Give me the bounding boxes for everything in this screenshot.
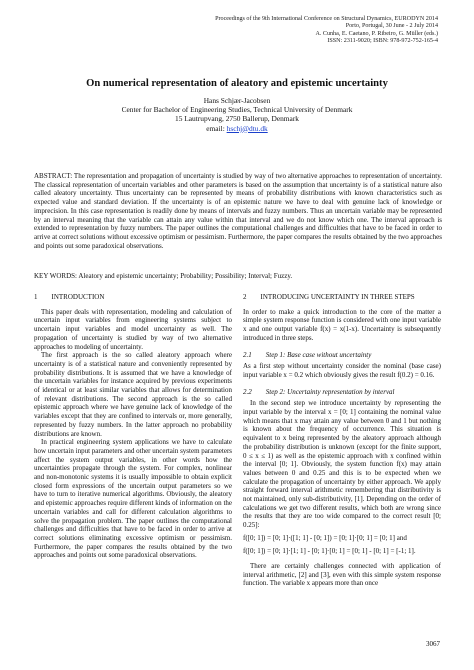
author-block — [0, 96, 474, 133]
email-label: email: — [206, 123, 225, 133]
left-column — [34, 293, 232, 560]
subsection-heading-step2: 2.2 Step 2: Uncertainty representation by interval — [243, 387, 395, 396]
proceedings-header — [158, 16, 438, 46]
section-heading-introduction: 1 INTRODUCTION — [34, 293, 105, 301]
formula-2: f([0; 1]) = [0; 1]·[1; 1] - [0; 1]·[0; 1] = [0; 1] - [0; 1] = [-1; 1]. — [243, 547, 416, 556]
header-line: Porto, Portugal, 30 June - 2 July 2014 — [345, 23, 438, 30]
step2-paragraph: In the second step we introduce uncertainty by representing the input variable by the interval x = [0; 1] containing the nominal value which means that x may attain any value between 0 and 1 but nothing is known about the frequency of occurrence. This situation is equivalent to x being represented by the aleatory approach although the probability distribution is unknown (except for the finite support, 0 ≤ x ≤ 1) as well as the epistemic approach with x confined within the interval [0; 1]. Obviously, the system function f(x) may attain values between 0 and 0.25 and this is to be expected when we calculate the propagation of uncertainty by either approach. We apply straight forward interval arithmetic remembering that distributivity is not maintained, only sub-distributivity, [1]. Depending on the order of calculations we get two different results, which both are wrong since the results that they are too wide compared to the correct result [0; 0.25]: — [243, 399, 441, 530]
intro-paragraph: This paper deals with representation, modeling and calculation of uncertain input variables from engineering systems subject to uncertain input variables and model uncertainty as well. The propagation of uncertainty is studied by way of two alternative approaches to modeling of uncertainty. — [34, 307, 232, 351]
right-column — [243, 293, 441, 588]
step1-paragraph: As a first step without uncertainty consider the nominal (base case) input variable x = 0.2 which obviously gives the result f(0.2) = 0.16. — [243, 362, 441, 379]
subsection-heading-step1: 2.1 Step 1: Base case without uncertainty — [243, 350, 372, 359]
author-affiliation: Center for Bachelor of Engineering Studies, Technical University of Denmark — [121, 105, 353, 115]
keywords: KEY WORDS: Aleatory and epistemic uncertainty; Probability; Possibility; Interval; Fuzzy. — [34, 272, 293, 280]
author-email-line — [0, 124, 474, 133]
header-line: ISSN: 2311-9020; ISBN: 978-972-752-165-4 — [327, 38, 438, 45]
formula-1: f([0; 1]) = [0; 1]·([1; 1] - [0; 1]) = [0; 1]·[0; 1] = [0; 1] and — [243, 533, 407, 542]
author-address: 15 Lautrupvang, 2750 Ballerup, Denmark — [175, 114, 299, 124]
page-number: 3067 — [426, 640, 440, 648]
author-name: Hans Schjær-Jacobsen — [203, 96, 271, 105]
header-line: Proceedings of the 9th International Conference on Structural Dynamics, EURODYN 2014 — [215, 16, 438, 22]
section-heading-three-steps: 2 INTRODUCING UNCERTAINTY IN THREE STEPS — [243, 293, 415, 301]
intro-paragraph: The first approach is the so called aleatory approach where uncertainty is of a statistical nature and conveniently represented by probability distributions. It is assumed that we have a knowledge of the uncertain variables for instance acquired by previous experiments of identical or at least similar variables that allows for determination of relevant distributions. The second approach is the so called epistemic approach where we have genuine lack of knowledge of the variables except that they are confined to intervals or, more generally, represented by fuzzy numbers. In the latter approach no probability distributions are known. — [34, 351, 232, 438]
abstract: ABSTRACT: The representation and propagation of uncertainty is studied by way of two alternative approaches to representation of uncertainty. The classical representation of uncertain variables and other parameters is based on the assumption that uncertainty is of a statistical nature also called aleatory uncertainty. Thus uncertainty can be represented by means of probability distributions with known characteristics such as expected value and standard deviation. If the uncertainty is of an epistemic nature we have to deal with genuine lack of knowledge or imprecision. In this case representation is readily done by means of intervals and fuzzy numbers. Thus an uncertain variable may be represented by an interval meaning that the variable can attain any value within that interval and we do not know which one. The interval approach is extended to representation by fuzzy numbers. The paper outlines the computational challenges and difficulties that have to be faced in order to arrive at correct solutions without excessive optimism or pessimism. Furthermore, the paper compares the results obtained by the two approaches and points out some paradoxical observations. — [34, 172, 442, 250]
section-intro-paragraph: In order to make a quick introduction to the core of the matter a simple system response function is considered with one input variable x and one output variable f(x) = x(1-x). Uncertainty is subsequently introduced in three steps. — [243, 307, 441, 342]
intro-paragraph: In practical engineering system applications we have to calculate how uncertain input parameters and other uncertain system parameters affect the system output variables, in other words how the uncertainties propagate through the system. For complex, nonlinear and non-monotonic systems it is usually impossible to obtain explicit closed form expressions of the uncertain output parameters so we have to turn to iterative numerical algorithms. Obviously, the aleatory and epistemic approaches require different kinds of information on the uncertain variables and call for different calculation algorithms to solve the propagation problem. The paper outlines the computational challenges and difficulties that have to be faced in order to arrive at correct solutions eliminating excessive optimism or pessimism. Furthermore, the paper compares the results obtained by the two approaches and points out some paradoxical observations. — [34, 438, 232, 560]
header-line: A. Cunha, E. Caetano, P. Ribeiro, G. Müller (eds.) — [315, 30, 438, 37]
paper-title: On numerical representation of aleatory and epistemic uncertainty — [86, 78, 388, 89]
closing-paragraph: There are certainly challenges connected with application of interval arithmetic, [2] and [3], even with this simple system response function. The variable x appears more than once — [243, 562, 441, 588]
email-link[interactable]: hschj@dtu.dk — [226, 123, 268, 133]
